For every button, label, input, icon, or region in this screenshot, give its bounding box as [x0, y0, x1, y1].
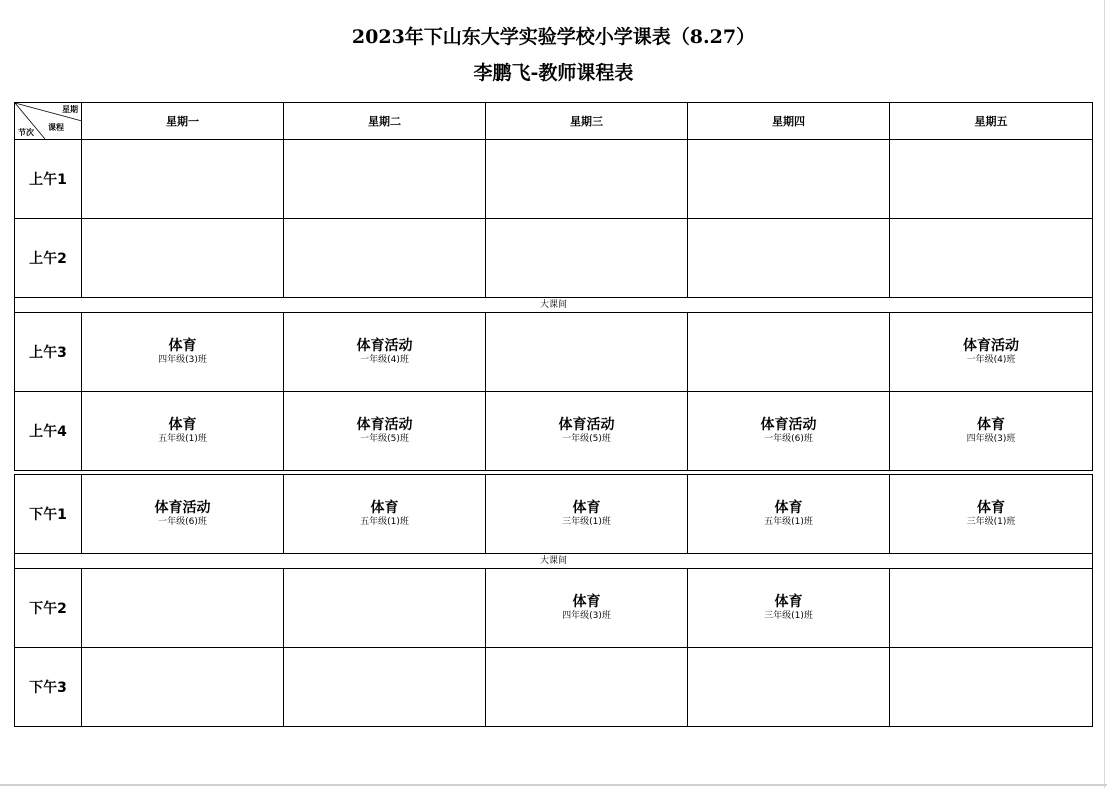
break-row: [15, 298, 1093, 313]
lesson-class: 五年级(1)班: [158, 434, 207, 444]
corner-period-label: 节次: [18, 128, 34, 137]
schedule-title: 2023年下山东大学实验学校小学课表（8.27）: [351, 26, 756, 48]
lesson-cell-wed: [486, 140, 688, 219]
lesson-cell-wed: [486, 219, 688, 298]
lesson-class: 五年级(1)班: [360, 517, 409, 527]
lesson-cell-tue: [284, 475, 486, 554]
lesson-subject: 体育: [370, 500, 399, 516]
day-header-wed: 星期三: [486, 103, 688, 140]
lesson-cell-mon: [82, 475, 284, 554]
lesson-class: 一年级(6)班: [764, 434, 813, 444]
lesson-class: 三年级(1)班: [562, 517, 611, 527]
break-label: 大课间: [15, 554, 1093, 569]
lesson-cell-wed: [486, 392, 688, 471]
day-header-thu: 星期四: [688, 103, 890, 140]
lesson-class: 四年级(3)班: [158, 355, 207, 365]
lesson-class: 五年级(1)班: [764, 517, 813, 527]
lesson-cell-thu: [688, 392, 890, 471]
break-row: [15, 554, 1093, 569]
lesson-subject: 体育: [977, 417, 1005, 433]
break-label: 大课间: [15, 298, 1093, 313]
period-row: [15, 313, 1093, 392]
lesson-cell-mon: [82, 219, 284, 298]
day-header-fri: 星期五: [890, 103, 1093, 140]
lesson-cell-fri: [890, 219, 1093, 298]
lesson-class: 一年级(4)班: [360, 355, 409, 365]
lesson-cell-thu: [688, 313, 890, 392]
lesson-cell-tue: [284, 392, 486, 471]
lesson-class: 一年级(6)班: [158, 517, 207, 527]
lesson-cell-mon: [82, 392, 284, 471]
lesson-subject: 体育: [168, 417, 197, 433]
lesson-class: 四年级(3)班: [562, 611, 611, 621]
period-label: 下午3: [15, 648, 82, 727]
lesson-cell-thu: [688, 219, 890, 298]
day-header-mon: 星期一: [82, 103, 284, 140]
teacher-schedule-subtitle: 李鹏飞-教师课程表: [473, 62, 634, 84]
lesson-cell-fri: [890, 475, 1093, 554]
period-label: 上午3: [15, 313, 82, 392]
corner-course-label: 课程: [48, 123, 64, 132]
lesson-class: 三年级(1)班: [966, 517, 1016, 527]
lesson-cell-tue: [284, 569, 486, 648]
lesson-cell-tue: [284, 140, 486, 219]
lesson-class: 一年级(4)班: [966, 355, 1016, 365]
period-row: [15, 648, 1093, 727]
lesson-cell-mon: [82, 313, 284, 392]
lesson-cell-mon: [82, 140, 284, 219]
lesson-cell-wed: [486, 648, 688, 727]
lesson-cell-fri: [890, 648, 1093, 727]
lesson-subject: 体育: [572, 500, 601, 516]
period-row: [15, 219, 1093, 298]
day-header-tue: 星期二: [284, 103, 486, 140]
period-row: [15, 569, 1093, 648]
page-edge-bottom: [0, 784, 1107, 786]
lesson-cell-thu: [688, 475, 890, 554]
lesson-class: 一年级(5)班: [562, 434, 611, 444]
lesson-subject: 体育: [977, 500, 1005, 516]
lesson-subject: 体育: [572, 594, 601, 610]
lesson-subject: 体育: [774, 500, 803, 516]
lesson-subject: 体育: [168, 338, 197, 354]
header-row: [15, 103, 1093, 140]
lesson-cell-tue: [284, 313, 486, 392]
lesson-cell-fri: [890, 392, 1093, 471]
lesson-cell-thu: [688, 569, 890, 648]
lesson-subject: 体育: [774, 594, 803, 610]
lesson-class: 一年级(5)班: [360, 434, 409, 444]
timetable: [14, 102, 1093, 727]
corner-header-cell: [15, 103, 82, 140]
lesson-cell-fri: [890, 140, 1093, 219]
lesson-class: 三年级(1)班: [764, 611, 813, 621]
lesson-cell-mon: [82, 648, 284, 727]
period-row: [15, 140, 1093, 219]
lesson-cell-wed: [486, 569, 688, 648]
lesson-subject: 体育活动: [356, 417, 413, 433]
lesson-subject: 体育活动: [558, 417, 615, 433]
lesson-cell-wed: [486, 313, 688, 392]
lesson-class: 四年级(3)班: [966, 434, 1016, 444]
lesson-subject: 体育活动: [154, 500, 211, 516]
lesson-cell-thu: [688, 140, 890, 219]
period-label: 上午2: [15, 219, 82, 298]
period-label: 下午1: [15, 475, 82, 554]
period-label: 上午1: [15, 140, 82, 219]
period-label: 下午2: [15, 569, 82, 648]
lesson-cell-fri: [890, 569, 1093, 648]
lesson-cell-tue: [284, 648, 486, 727]
period-row: [15, 392, 1093, 471]
lesson-cell-wed: [486, 475, 688, 554]
page-edge-right: [1104, 0, 1105, 788]
lesson-cell-thu: [688, 648, 890, 727]
period-label: 上午4: [15, 392, 82, 471]
lesson-cell-tue: [284, 219, 486, 298]
lesson-subject: 体育活动: [963, 338, 1019, 354]
lesson-subject: 体育活动: [760, 417, 817, 433]
period-row: [15, 475, 1093, 554]
corner-weekday-label: 星期: [62, 105, 78, 114]
lesson-cell-fri: [890, 313, 1093, 392]
lesson-cell-mon: [82, 569, 284, 648]
lesson-subject: 体育活动: [356, 338, 413, 354]
